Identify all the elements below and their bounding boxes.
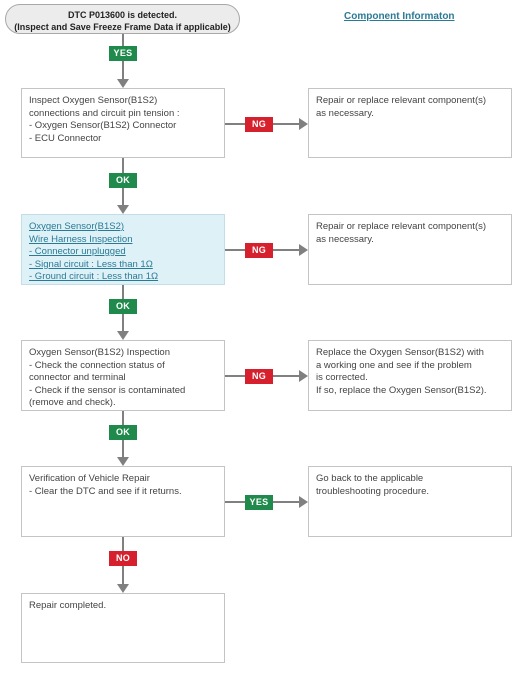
step-verification-of-repair [21,466,225,537]
result-line: Go back to the applicable [316,473,424,484]
result-line: Repair or replace relevant component(s) [316,95,487,106]
wire-harness-link-line[interactable]: Wire Harness Inspection [29,233,133,245]
step-line: - Check the connection status of [29,359,165,371]
no-badge-bottom: NO [109,551,137,566]
step-wire-harness-inspection[interactable] [21,214,225,285]
result-line: Replace the Oxygen Sensor(B1S2) with [316,347,484,358]
result-line: a working one and see if the problem [316,359,472,371]
result-repair-or-replace-1 [308,88,512,158]
result-line: as necessary. [316,107,374,119]
result-line: If so, replace the Oxygen Sensor(B1S2). [316,384,487,396]
ng-badge-2: NG [245,243,273,258]
ok-badge-3: OK [109,425,137,440]
step-line: connector and terminal [29,372,126,383]
yes-badge-top: YES [109,46,137,61]
result-line: as necessary. [316,233,374,245]
ng-badge-1: NG [245,117,273,132]
result-line: troubleshooting procedure. [316,485,430,497]
step-line: - ECU Connector [29,132,102,144]
ok-badge-1: OK [109,173,137,188]
step-line: Verification of Vehicle Repair [29,473,150,484]
step-line: Inspect Oxygen Sensor(B1S2) [29,95,158,106]
ok-badge-2: OK [109,299,137,314]
result-line: Repair or replace relevant component(s) [316,221,487,232]
step-line: - Oxygen Sensor(B1S2) Connector [29,120,177,131]
wire-harness-link-line[interactable]: - Ground circuit : Less than 1Ω [29,271,159,282]
step-line: Repair completed. [29,600,107,611]
step-sensor-inspection [21,340,225,411]
step-line: Oxygen Sensor(B1S2) Inspection [29,347,170,358]
start-line-1: DTC P013600 is detected. [67,10,178,20]
wire-harness-link-line[interactable]: - Connector unplugged [29,246,126,257]
step-inspect-connections [21,88,225,158]
start-line-2: (Inspect and Save Freeze Frame Data if applicable) [14,22,231,32]
ng-badge-3: NG [245,369,273,384]
result-line: is corrected. [316,372,368,383]
result-replace-sensor [308,340,512,411]
step-line: (remove and check). [29,397,116,408]
step-line: connections and circuit pin tension : [29,107,180,119]
wire-harness-link-line[interactable]: Oxygen Sensor(B1S2) [29,221,125,232]
component-information-link[interactable]: Component Informaton [344,11,455,22]
wire-harness-link-line[interactable]: - Signal circuit : Less than 1Ω [29,258,153,270]
yes-badge-right: YES [245,495,273,510]
result-go-back-to-procedure [308,466,512,537]
result-repair-or-replace-2 [308,214,512,285]
step-repair-completed [21,593,225,663]
start-node-dtc-detected [5,4,240,34]
step-line: - Clear the DTC and see if it returns. [29,485,182,497]
step-line: - Check if the sensor is contaminated [29,384,186,396]
